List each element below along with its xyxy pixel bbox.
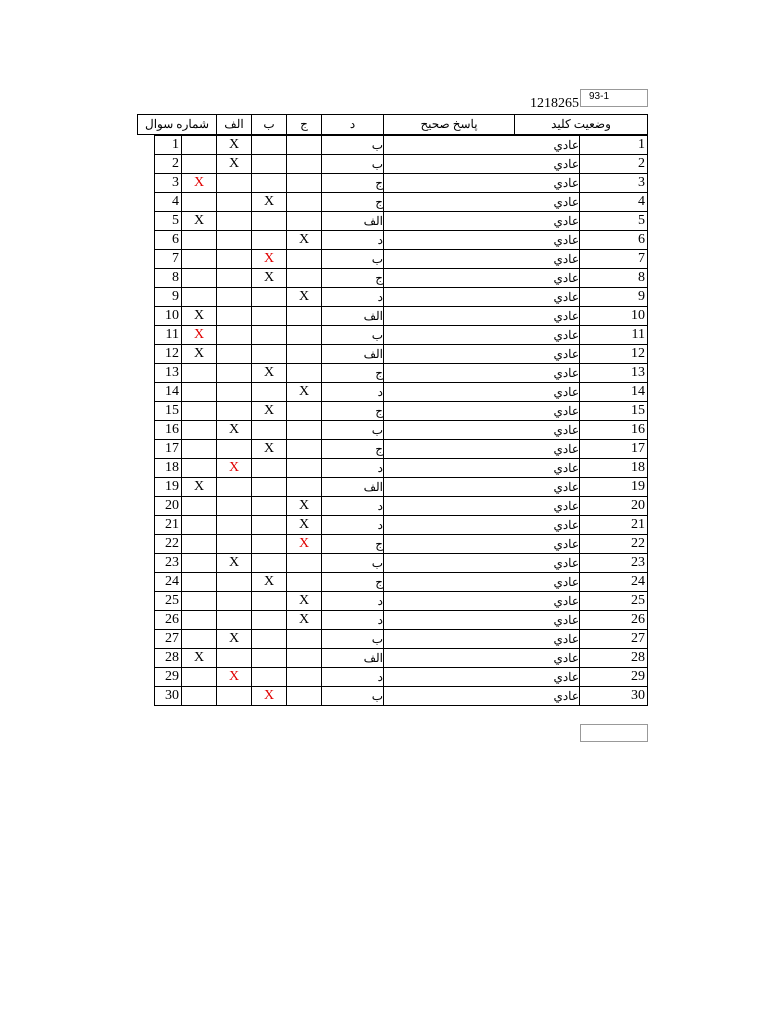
question-number: 26 xyxy=(155,611,182,630)
table-row xyxy=(155,193,648,212)
mark-d xyxy=(287,174,322,193)
mark-c xyxy=(252,421,287,440)
question-number: 18 xyxy=(155,459,182,478)
mark-a xyxy=(182,231,217,250)
table-row xyxy=(155,136,648,155)
question-number-mirror: 27 xyxy=(580,630,648,649)
mark-d xyxy=(287,212,322,231)
mark-b xyxy=(217,345,252,364)
mark-c xyxy=(252,497,287,516)
correct-answer: ج xyxy=(322,174,384,193)
question-number-mirror: 6 xyxy=(580,231,648,250)
question-number: 6 xyxy=(155,231,182,250)
question-number-mirror: 17 xyxy=(580,440,648,459)
question-number-mirror: 7 xyxy=(580,250,648,269)
correct-answer: ب xyxy=(322,630,384,649)
question-number-mirror: 16 xyxy=(580,421,648,440)
mark-a xyxy=(182,687,217,706)
mark-c xyxy=(252,516,287,535)
question-number-mirror: 5 xyxy=(580,212,648,231)
correct-answer: د xyxy=(322,668,384,687)
question-number: 25 xyxy=(155,592,182,611)
mark-a xyxy=(182,535,217,554)
mark-d xyxy=(287,345,322,364)
mark-c xyxy=(252,383,287,402)
mark-a xyxy=(182,364,217,383)
mark-a: X xyxy=(182,345,217,364)
mark-a xyxy=(182,383,217,402)
correct-answer: ج xyxy=(322,269,384,288)
mark-c: X xyxy=(252,269,287,288)
question-number-mirror: 3 xyxy=(580,174,648,193)
mark-c xyxy=(252,174,287,193)
table-row xyxy=(155,554,648,573)
mark-c: X xyxy=(252,193,287,212)
question-number: 23 xyxy=(155,554,182,573)
question-number-mirror: 28 xyxy=(580,649,648,668)
mark-a: X xyxy=(182,174,217,193)
key-status: عادي xyxy=(384,649,580,668)
mark-a xyxy=(182,155,217,174)
mark-d xyxy=(287,307,322,326)
mark-c xyxy=(252,535,287,554)
form-code: 93-1 xyxy=(589,91,610,102)
table-row xyxy=(155,440,648,459)
mark-b: X xyxy=(217,668,252,687)
correct-answer: د xyxy=(322,497,384,516)
correct-answer: ج xyxy=(322,573,384,592)
correct-answer: الف xyxy=(322,478,384,497)
key-status: عادي xyxy=(384,269,580,288)
table-row xyxy=(155,630,648,649)
mark-b xyxy=(217,174,252,193)
mark-b xyxy=(217,193,252,212)
mark-c xyxy=(252,326,287,345)
mark-c xyxy=(252,345,287,364)
question-number-mirror: 4 xyxy=(580,193,648,212)
table-row xyxy=(155,364,648,383)
student-id-number: 1218265 xyxy=(530,96,579,111)
mark-b xyxy=(217,497,252,516)
mark-b xyxy=(217,611,252,630)
mark-d xyxy=(287,421,322,440)
mark-d: X xyxy=(287,497,322,516)
table-row xyxy=(155,307,648,326)
mark-b xyxy=(217,269,252,288)
mark-b xyxy=(217,649,252,668)
mark-c xyxy=(252,668,287,687)
header-question-number: شماره سوال xyxy=(138,115,217,135)
correct-answer: الف xyxy=(322,649,384,668)
question-number: 22 xyxy=(155,535,182,554)
answer-rows xyxy=(155,136,648,706)
mark-c xyxy=(252,459,287,478)
mark-c xyxy=(252,630,287,649)
key-status: عادي xyxy=(384,307,580,326)
question-number-mirror: 24 xyxy=(580,573,648,592)
mark-a xyxy=(182,573,217,592)
header-key-status: وضعیت کلید xyxy=(515,115,648,135)
key-status: عادي xyxy=(384,573,580,592)
key-status: عادي xyxy=(384,136,580,155)
table-row xyxy=(155,155,648,174)
key-status: عادي xyxy=(384,554,580,573)
question-number: 20 xyxy=(155,497,182,516)
question-number: 1 xyxy=(155,136,182,155)
key-status: عادي xyxy=(384,155,580,174)
mark-a: X xyxy=(182,326,217,345)
mark-b xyxy=(217,478,252,497)
mark-a: X xyxy=(182,649,217,668)
question-number: 30 xyxy=(155,687,182,706)
mark-b xyxy=(217,592,252,611)
question-number: 10 xyxy=(155,307,182,326)
table-row xyxy=(155,402,648,421)
key-status: عادي xyxy=(384,478,580,497)
question-number-mirror: 29 xyxy=(580,668,648,687)
question-number-mirror: 25 xyxy=(580,592,648,611)
mark-a xyxy=(182,592,217,611)
key-status: عادي xyxy=(384,630,580,649)
question-number: 4 xyxy=(155,193,182,212)
mark-c: X xyxy=(252,250,287,269)
form-code-box xyxy=(580,89,648,107)
mark-a xyxy=(182,193,217,212)
correct-answer: د xyxy=(322,611,384,630)
mark-b xyxy=(217,383,252,402)
key-status: عادي xyxy=(384,497,580,516)
table-row xyxy=(155,611,648,630)
mark-d: X xyxy=(287,231,322,250)
table-row xyxy=(155,535,648,554)
table-row xyxy=(155,649,648,668)
key-status: عادي xyxy=(384,212,580,231)
question-number-mirror: 22 xyxy=(580,535,648,554)
question-number-mirror: 19 xyxy=(580,478,648,497)
mark-d: X xyxy=(287,611,322,630)
question-number-mirror: 13 xyxy=(580,364,648,383)
key-status: عادي xyxy=(384,250,580,269)
correct-answer: د xyxy=(322,383,384,402)
key-status: عادي xyxy=(384,231,580,250)
mark-c xyxy=(252,649,287,668)
key-status: عادي xyxy=(384,345,580,364)
correct-answer: د xyxy=(322,592,384,611)
key-status: عادي xyxy=(384,326,580,345)
question-number-mirror: 9 xyxy=(580,288,648,307)
mark-a xyxy=(182,269,217,288)
mark-d xyxy=(287,459,322,478)
mark-a xyxy=(182,630,217,649)
mark-b: X xyxy=(217,459,252,478)
question-number-mirror: 21 xyxy=(580,516,648,535)
question-number: 8 xyxy=(155,269,182,288)
correct-answer: ب xyxy=(322,326,384,345)
correct-answer: ب xyxy=(322,155,384,174)
mark-c: X xyxy=(252,364,287,383)
header-option-b: ب xyxy=(252,115,287,135)
answer-sheet-header xyxy=(137,114,648,135)
question-number: 28 xyxy=(155,649,182,668)
mark-d xyxy=(287,250,322,269)
table-row xyxy=(155,383,648,402)
mark-d xyxy=(287,155,322,174)
mark-a xyxy=(182,250,217,269)
question-number: 5 xyxy=(155,212,182,231)
mark-a xyxy=(182,288,217,307)
question-number: 11 xyxy=(155,326,182,345)
table-row xyxy=(155,231,648,250)
mark-b xyxy=(217,250,252,269)
mark-c xyxy=(252,155,287,174)
question-number: 2 xyxy=(155,155,182,174)
correct-answer: ج xyxy=(322,440,384,459)
mark-a xyxy=(182,136,217,155)
key-status: عادي xyxy=(384,611,580,630)
question-number-mirror: 18 xyxy=(580,459,648,478)
table-row xyxy=(155,459,648,478)
mark-a: X xyxy=(182,478,217,497)
correct-answer: ب xyxy=(322,421,384,440)
mark-d xyxy=(287,440,322,459)
mark-c xyxy=(252,288,287,307)
key-status: عادي xyxy=(384,535,580,554)
correct-answer: الف xyxy=(322,307,384,326)
question-number-mirror: 8 xyxy=(580,269,648,288)
key-status: عادي xyxy=(384,383,580,402)
mark-c: X xyxy=(252,402,287,421)
question-number: 7 xyxy=(155,250,182,269)
key-status: عادي xyxy=(384,174,580,193)
question-number-mirror: 12 xyxy=(580,345,648,364)
key-status: عادي xyxy=(384,592,580,611)
mark-c xyxy=(252,307,287,326)
mark-c xyxy=(252,231,287,250)
header-option-d: د xyxy=(322,115,384,135)
table-row xyxy=(155,592,648,611)
question-number-mirror: 10 xyxy=(580,307,648,326)
question-number-mirror: 15 xyxy=(580,402,648,421)
mark-d xyxy=(287,554,322,573)
score-box xyxy=(580,724,648,742)
key-status: عادي xyxy=(384,364,580,383)
question-number: 17 xyxy=(155,440,182,459)
mark-d xyxy=(287,193,322,212)
mark-b: X xyxy=(217,136,252,155)
mark-b: X xyxy=(217,554,252,573)
key-status: عادي xyxy=(384,668,580,687)
mark-d: X xyxy=(287,592,322,611)
mark-c: X xyxy=(252,687,287,706)
key-status: عادي xyxy=(384,459,580,478)
question-number-mirror: 23 xyxy=(580,554,648,573)
question-number-mirror: 30 xyxy=(580,687,648,706)
question-number: 24 xyxy=(155,573,182,592)
header-option-c: ج xyxy=(287,115,322,135)
question-number: 15 xyxy=(155,402,182,421)
mark-d xyxy=(287,630,322,649)
mark-b xyxy=(217,573,252,592)
correct-answer: ج xyxy=(322,535,384,554)
correct-answer: الف xyxy=(322,212,384,231)
mark-b xyxy=(217,288,252,307)
question-number: 14 xyxy=(155,383,182,402)
mark-b xyxy=(217,687,252,706)
correct-answer: ج xyxy=(322,193,384,212)
mark-b xyxy=(217,364,252,383)
question-number: 16 xyxy=(155,421,182,440)
mark-c xyxy=(252,478,287,497)
mark-a xyxy=(182,440,217,459)
mark-d: X xyxy=(287,383,322,402)
mark-a xyxy=(182,459,217,478)
key-status: عادي xyxy=(384,440,580,459)
question-number: 12 xyxy=(155,345,182,364)
table-row xyxy=(155,345,648,364)
correct-answer: د xyxy=(322,516,384,535)
mark-d: X xyxy=(287,516,322,535)
correct-answer: ج xyxy=(322,364,384,383)
correct-answer: ب xyxy=(322,687,384,706)
table-row xyxy=(155,269,648,288)
mark-a xyxy=(182,554,217,573)
question-number-mirror: 26 xyxy=(580,611,648,630)
correct-answer: ب xyxy=(322,250,384,269)
question-number: 21 xyxy=(155,516,182,535)
question-number: 27 xyxy=(155,630,182,649)
mark-a xyxy=(182,668,217,687)
table-row xyxy=(155,516,648,535)
mark-d xyxy=(287,402,322,421)
mark-d xyxy=(287,269,322,288)
header-option-a: الف xyxy=(217,115,252,135)
key-status: عادي xyxy=(384,402,580,421)
question-number-mirror: 14 xyxy=(580,383,648,402)
mark-b xyxy=(217,326,252,345)
key-status: عادي xyxy=(384,421,580,440)
mark-d xyxy=(287,668,322,687)
mark-b: X xyxy=(217,155,252,174)
mark-d xyxy=(287,649,322,668)
mark-b xyxy=(217,231,252,250)
key-status: عادي xyxy=(384,687,580,706)
mark-a xyxy=(182,516,217,535)
question-number-mirror: 11 xyxy=(580,326,648,345)
correct-answer: د xyxy=(322,288,384,307)
mark-d: X xyxy=(287,288,322,307)
table-row xyxy=(155,687,648,706)
mark-a: X xyxy=(182,307,217,326)
mark-c xyxy=(252,554,287,573)
mark-b xyxy=(217,402,252,421)
mark-b xyxy=(217,535,252,554)
mark-c xyxy=(252,611,287,630)
table-row xyxy=(155,668,648,687)
question-number: 19 xyxy=(155,478,182,497)
question-number: 29 xyxy=(155,668,182,687)
mark-d xyxy=(287,687,322,706)
correct-answer: د xyxy=(322,459,384,478)
mark-b xyxy=(217,307,252,326)
table-row xyxy=(155,174,648,193)
table-row xyxy=(155,497,648,516)
correct-answer: ب xyxy=(322,136,384,155)
key-status: عادي xyxy=(384,516,580,535)
mark-a: X xyxy=(182,212,217,231)
question-number-mirror: 20 xyxy=(580,497,648,516)
correct-answer: د xyxy=(322,231,384,250)
mark-a xyxy=(182,421,217,440)
mark-a xyxy=(182,611,217,630)
mark-c xyxy=(252,592,287,611)
mark-b xyxy=(217,212,252,231)
table-row xyxy=(155,326,648,345)
table-row xyxy=(155,250,648,269)
correct-answer: الف xyxy=(322,345,384,364)
key-status: عادي xyxy=(384,288,580,307)
table-row xyxy=(155,288,648,307)
mark-a xyxy=(182,402,217,421)
question-number-mirror: 1 xyxy=(580,136,648,155)
mark-d xyxy=(287,326,322,345)
mark-c xyxy=(252,212,287,231)
mark-c: X xyxy=(252,440,287,459)
mark-b: X xyxy=(217,421,252,440)
question-number-mirror: 2 xyxy=(580,155,648,174)
mark-b xyxy=(217,516,252,535)
correct-answer: ج xyxy=(322,402,384,421)
correct-answer: ب xyxy=(322,554,384,573)
mark-d xyxy=(287,136,322,155)
mark-d xyxy=(287,364,322,383)
mark-d: X xyxy=(287,535,322,554)
table-row xyxy=(155,573,648,592)
question-number: 13 xyxy=(155,364,182,383)
mark-c xyxy=(252,136,287,155)
mark-b xyxy=(217,440,252,459)
table-row xyxy=(155,212,648,231)
question-number: 3 xyxy=(155,174,182,193)
mark-d xyxy=(287,478,322,497)
table-row xyxy=(155,478,648,497)
mark-d xyxy=(287,573,322,592)
mark-a xyxy=(182,497,217,516)
answer-sheet-table xyxy=(154,135,648,706)
mark-b: X xyxy=(217,630,252,649)
table-row xyxy=(155,421,648,440)
key-status: عادي xyxy=(384,193,580,212)
mark-c: X xyxy=(252,573,287,592)
question-number: 9 xyxy=(155,288,182,307)
header-correct-answer: پاسخ صحیح xyxy=(384,115,515,135)
